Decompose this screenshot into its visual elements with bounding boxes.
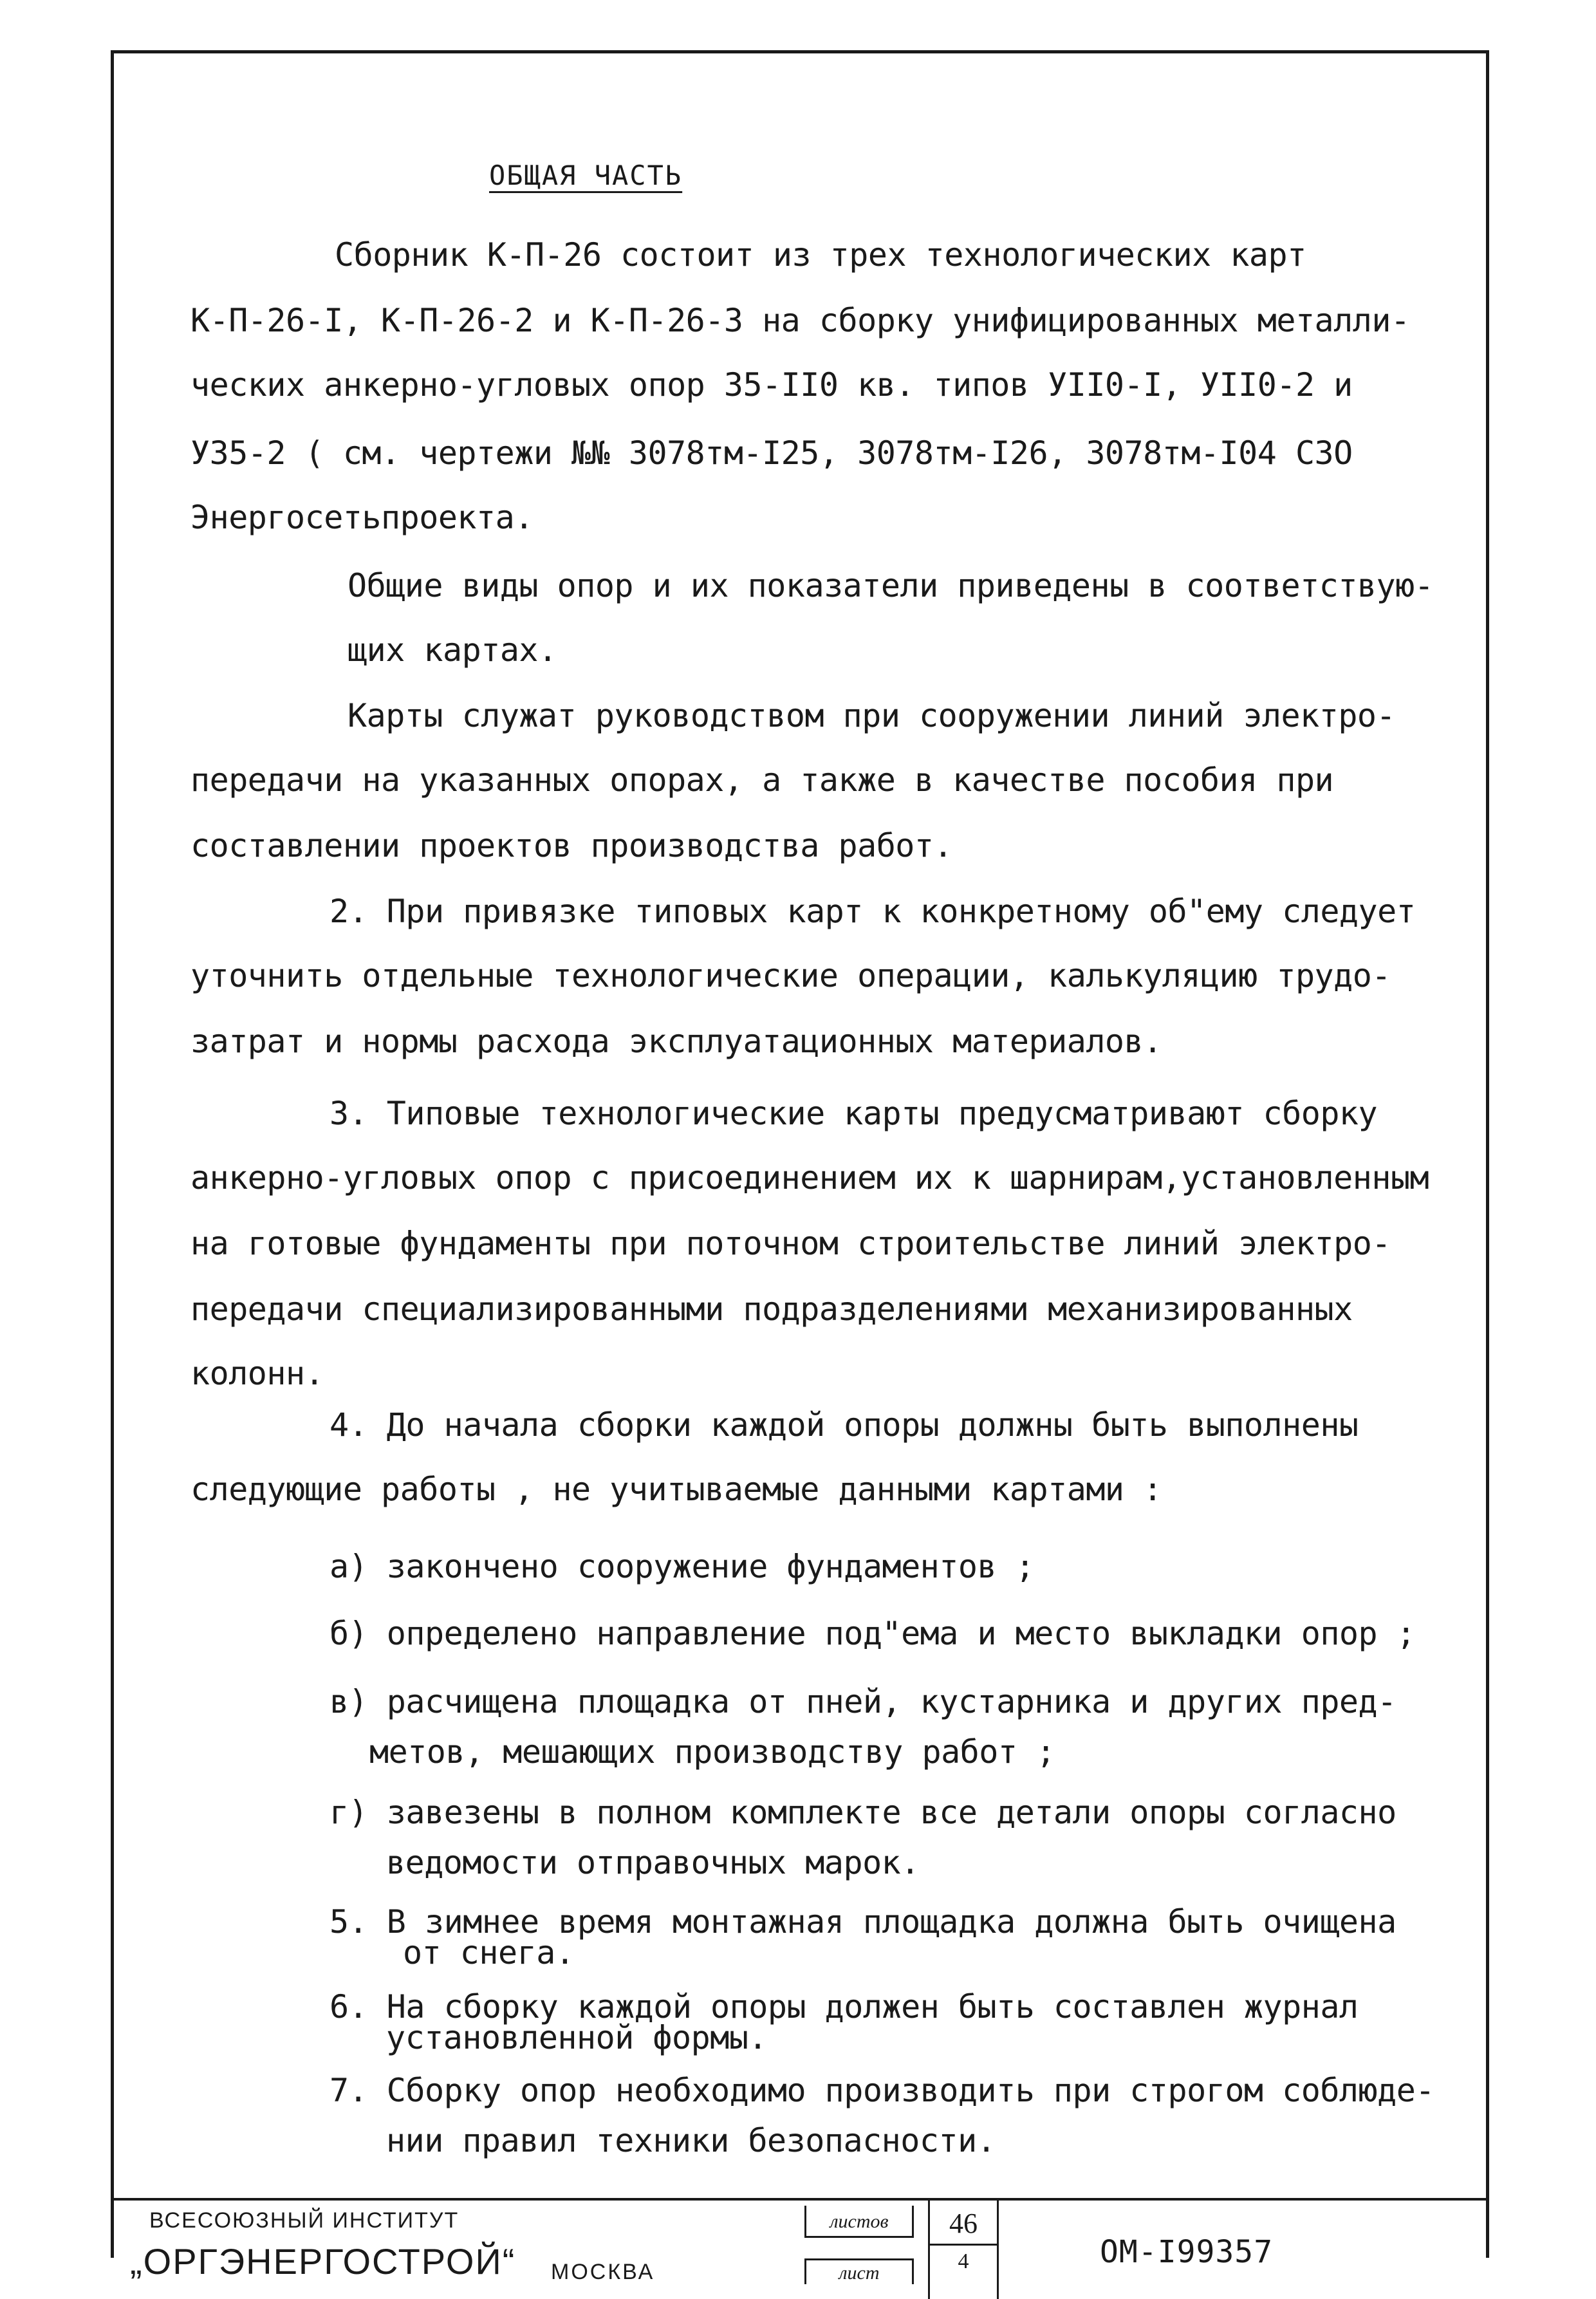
list-item: б) определено направление под"ема и место выкладки опор ; (329, 1615, 1416, 1652)
text-line: Общие виды опор и их показатели приведены в соответствую- (348, 567, 1434, 604)
text-line: У35-2 ( см. чертежи №№ 3078тм-I25, 3078тм-I26, 3078тм-I04 СЗО (190, 434, 1353, 472)
institute-brand: „ОРГЭНЕРГОСТРОЙ“ (130, 2241, 516, 2282)
text-line: Сборник К-П-26 состоит из трех технологических карт (335, 236, 1306, 274)
sheet-sub-number: 4 (958, 2249, 969, 2273)
sheet-label: лист (804, 2258, 914, 2284)
text-line: затрат и нормы расхода эксплуатационных материалов. (190, 1023, 1162, 1060)
list-item: в) расчищена площадка от пней, кустарника и других пред- (329, 1683, 1396, 1720)
text-line: составлении проектов производства работ. (190, 827, 953, 864)
text-line: 7. Сборку опор необходимо производить при строгом соблюде- (329, 2072, 1434, 2109)
text-line: уточнить отдельные технологические операции, калькуляцию трудо- (190, 957, 1391, 994)
text-line: передачи на указанных опорах, а также в качестве пособия при (190, 761, 1334, 799)
city-label: МОСКВА (551, 2260, 655, 2284)
text-line: от снега. (403, 1934, 575, 1971)
text-line: передачи специализированными подразделениями механизированных (190, 1290, 1353, 1328)
text-line: К-П-26-I, К-П-26-2 и К-П-26-3 на сборку унифицированных металли- (190, 302, 1410, 339)
sheets-label: листов (804, 2206, 914, 2238)
sheet-number: 46 (930, 2207, 997, 2246)
list-item: метов, мешающих производству работ ; (369, 1733, 1055, 1771)
text-line: 4. До начала сборки каждой опоры должны быть выполнены (329, 1406, 1359, 1444)
text-line: колонн. (190, 1355, 324, 1392)
list-item: а) закончено сооружение фундаментов ; (329, 1548, 1035, 1585)
text-line: следующие работы , не учитываемые данными картами : (190, 1471, 1162, 1508)
sheet-number-box (928, 2201, 999, 2299)
text-line: установленной формы. (386, 2019, 768, 2056)
list-item: г) завезены в полном комплекте все детали опоры согласно (329, 1794, 1396, 1831)
text-line: 5. В зимнее время монтажная площадка должна быть очищена (329, 1903, 1396, 1941)
text-line: щих картах. (348, 631, 557, 669)
text-line: Энергосетьпроекта. (190, 499, 534, 536)
text-line: нии правил техники безопасности. (386, 2122, 996, 2159)
institute-name: ВСЕСОЮЗНЫЙ ИНСТИТУТ (149, 2208, 459, 2233)
text-line: 3. Типовые технологические карты предусматривают сборку (329, 1095, 1378, 1132)
text-line: на готовые фундаменты при поточном строительстве линий электро- (190, 1225, 1391, 1262)
sheet-box (804, 2201, 914, 2299)
text-line: ческих анкерно-угловых опор 35-II0 кв. типов УII0-I, УII0-2 и (190, 366, 1353, 404)
list-item: ведомости отправочных марок. (386, 1844, 920, 1881)
section-title: ОБЩАЯ ЧАСТЬ (489, 160, 683, 191)
title-block (111, 2198, 1489, 2296)
document-number: ОМ-I99357 (1100, 2234, 1274, 2270)
text-line: Карты служат руководством при сооружении линий электро- (348, 697, 1396, 734)
text-line: 2. При привязке типовых карт к конкретному об"ему следует (329, 893, 1416, 930)
text-line: 6. На сборку каждой опоры должен быть составлен журнал (329, 1988, 1359, 2025)
text-line: анкерно-угловых опор с присоединением их к шарнирам,установленным (190, 1159, 1429, 1196)
